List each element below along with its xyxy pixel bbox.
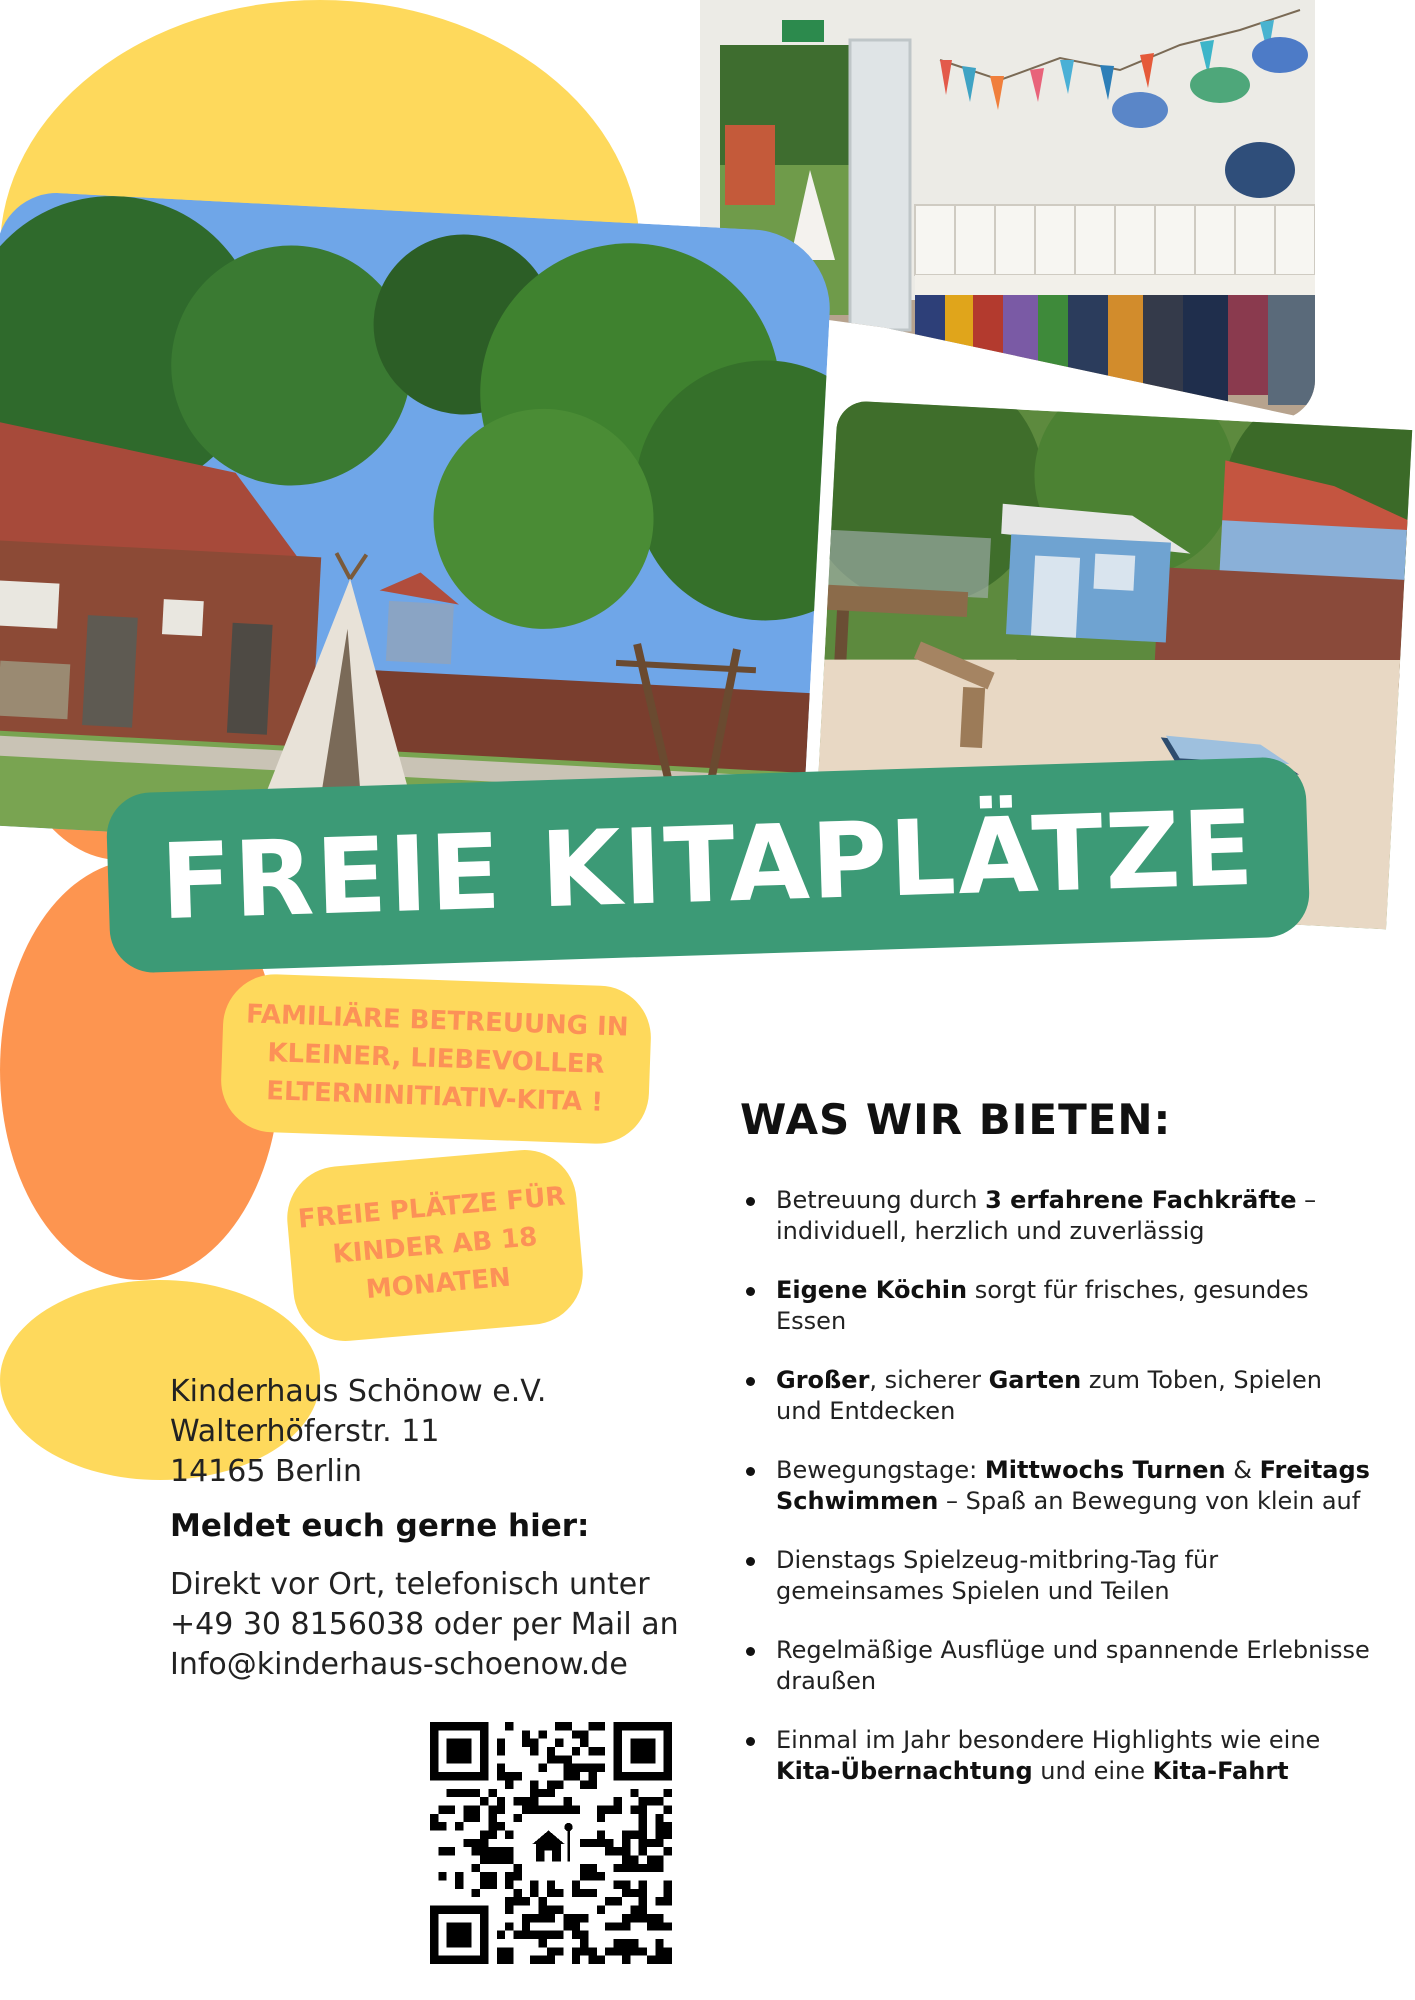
bubble-1-line-3: ELTERNINITIATIV-KITA ! bbox=[265, 1076, 604, 1118]
offer-item-text: Einmal im Jahr besondere Highlights wie eine bbox=[776, 1726, 1321, 1754]
offer-item bbox=[740, 1545, 1370, 1607]
offer-item-text: , sicherer bbox=[869, 1366, 989, 1394]
offer-item-text: Bewegungstage: bbox=[776, 1456, 985, 1484]
offer-item bbox=[740, 1455, 1370, 1517]
offer-item-text: Eigene Köchin bbox=[776, 1276, 968, 1304]
contact-line-1: Direkt vor Ort, telefonisch unter bbox=[170, 1567, 650, 1602]
qr-code-icon[interactable] bbox=[430, 1722, 672, 1964]
offer-item-text: Kita-Übernachtung bbox=[776, 1757, 1033, 1785]
bubble-1-line-2: KLEINER, LIEBEVOLLER bbox=[266, 1038, 606, 1080]
offer-item-text: Dienstags Spielzeug-mitbring-Tag für gemeinsames Spielen und Teilen bbox=[776, 1546, 1219, 1605]
offer-item-text: Freitags Schwimmen bbox=[776, 1456, 1370, 1515]
contact-heading: Meldet euch gerne hier: bbox=[170, 1508, 590, 1544]
bubble-2-line-2: KINDER AB 18 bbox=[331, 1221, 539, 1270]
offer-list bbox=[740, 1185, 1370, 1787]
offer-item-text: – individuell, herzlich und zuverlässig bbox=[776, 1186, 1317, 1245]
offer-heading: WAS WIR BIETEN: bbox=[740, 1095, 1172, 1144]
offer-item bbox=[740, 1365, 1370, 1427]
offer-item-text: sorgt für frisches, gesundes Essen bbox=[776, 1276, 1309, 1335]
offer-item-text: Mittwochs Turnen bbox=[984, 1456, 1226, 1484]
bubble-1-line-1: FAMILIÄRE BETREUUNG IN bbox=[245, 999, 630, 1043]
headline-banner bbox=[105, 756, 1310, 974]
offer-item-text: Garten bbox=[988, 1366, 1082, 1394]
offer-item-text: & bbox=[1225, 1456, 1260, 1484]
address-street: Walterhöferstr. 11 bbox=[170, 1414, 440, 1449]
contact-email[interactable]: Info@kinderhaus-schoenow.de bbox=[170, 1647, 628, 1682]
offer-item-text: Großer bbox=[776, 1366, 870, 1394]
info-bubble-free-places bbox=[283, 1146, 587, 1346]
info-bubble-family-care bbox=[219, 973, 652, 1146]
offer-item-text: Betreuung durch bbox=[776, 1186, 986, 1214]
offer-item-text: 3 erfahrene Fachkräfte bbox=[985, 1186, 1297, 1214]
address-name: Kinderhaus Schönow e.V. bbox=[170, 1374, 547, 1409]
offer-item-text: Kita-Fahrt bbox=[1152, 1757, 1289, 1785]
address-city: 14165 Berlin bbox=[170, 1454, 363, 1489]
address-block bbox=[170, 1372, 730, 1492]
offer-item-text: zum Toben, Spielen und Entdecken bbox=[776, 1366, 1322, 1425]
house-logo-icon bbox=[526, 1818, 576, 1868]
offer-item-text: und eine bbox=[1032, 1757, 1153, 1785]
offer-item bbox=[740, 1275, 1370, 1337]
offer-item bbox=[740, 1185, 1370, 1247]
headline-title: FREIE KITAPLÄTZE bbox=[158, 786, 1258, 944]
bubble-2-line-1: FREIE PLÄTZE FÜR bbox=[296, 1181, 567, 1235]
offer-item-text: Regelmäßige Ausflüge und spannende Erlebnisse draußen bbox=[776, 1636, 1370, 1695]
contact-line-2: +49 30 8156038 oder per Mail an bbox=[170, 1607, 679, 1642]
bubble-2-line-3: MONATEN bbox=[364, 1262, 512, 1305]
photo-house-garden bbox=[0, 190, 834, 868]
contact-text bbox=[170, 1565, 710, 1685]
offer-item bbox=[740, 1635, 1370, 1697]
offer-item bbox=[740, 1725, 1370, 1787]
offer-item-text: – Spaß an Bewegung von klein auf bbox=[938, 1487, 1361, 1515]
